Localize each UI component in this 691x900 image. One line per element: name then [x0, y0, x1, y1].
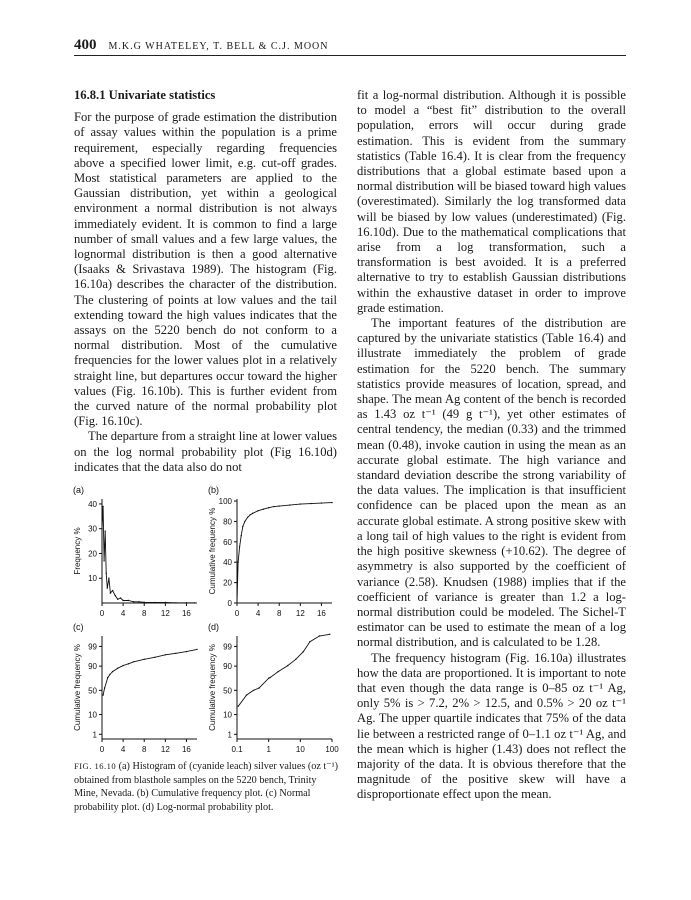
data-point — [244, 521, 245, 522]
x-tick-label: 4 — [255, 609, 261, 618]
y-tick-label: 40 — [88, 499, 97, 509]
data-point — [122, 665, 123, 666]
data-point — [273, 506, 274, 507]
y-tick-label: 30 — [88, 524, 97, 534]
y-tick-label: 100 — [218, 497, 232, 507]
paragraph: The departure from a straight line at lower values on the log normal probability plot (Fig 16.10d) indicates that the data also do not — [74, 429, 337, 474]
y-tick-label: 10 — [223, 710, 232, 720]
y-tick-label: 99 — [88, 642, 97, 652]
x-tick-label: 4 — [120, 609, 126, 618]
data-point — [117, 668, 118, 669]
data-point — [237, 562, 238, 563]
data-point — [309, 641, 310, 642]
paragraph: The important features of the distribution are captured by the univariate statistics (Table 16.4) and illustrate immediately the problem of grade estimation for the 5220 bench. The summary statistics provide measures of location, spread, and shape. The mean Ag content of the bench is recorded as 1.43 oz t⁻¹ (49 g t⁻¹), yet other estimates of central tendency, the median (0.33) and the trimmed mean (0.48), invoke caution in using the mean as an accurate global estimate. The high variance and standard deviation describe the strong variability of the data values. The implication is that insufficient confidence can be placed upon the mean as an accurate global estimate. A strong positive skew with a long tail of high values to the right is evident from the high positive skewness (+10.62). The degree of asymmetry is also supported by the coefficient of variance (2.58). Knudsen (1988) implies that if the coefficient of variance is greater than 1.2 a log-normal distribution could be modeled. The Sichel-T estimator can be used to estimate the mean of a log normal distribution, and is calculated to be 1.28. — [357, 316, 626, 650]
data-point — [133, 661, 134, 662]
header-rule — [74, 55, 626, 56]
x-tick-label: 12 — [160, 745, 170, 754]
y-tick-label: 99 — [223, 642, 232, 652]
caption-text: (a) Histogram of (cyanide leach) silver values (oz t⁻¹) obtained from blasthole samples on the 5220 bench, Trinity Mine, Nevada. (b) Cumulative frequency plot. (c) Normal probability plot. (d) Log-normal probability plot. — [74, 761, 339, 813]
data-point — [258, 687, 259, 688]
data-point — [133, 601, 134, 602]
right-column — [357, 88, 626, 803]
y-tick-label: 90 — [88, 662, 97, 672]
data-point — [175, 602, 176, 603]
data-point — [253, 690, 254, 691]
data-line — [103, 649, 197, 695]
x-tick-label: 8 — [276, 609, 282, 618]
data-point — [242, 526, 243, 527]
x-tick-label: 8 — [141, 609, 147, 618]
data-point — [107, 677, 108, 678]
data-point — [117, 599, 118, 600]
data-point — [106, 573, 107, 574]
left-column — [74, 88, 337, 475]
paragraph: For the purpose of grade estimation the distribution of assay values within the population is a prime requirement, especially regarding frequencies above a specified lower limit, e.g. cut-off grades. Most statistical parameters are applied to the Gaussian distribution, yet within a geological environment a normal distribution is not always immediately evident. It is common to find a large number of small values and a few large values, the lognormal distribution is then a good alternative (Isaaks & Srivastava 1989). The histogram (Fig. 16.10a) describes the character of the distribution. The clustering of points at low values and the tail extending toward the high values indicates that the assays on the 5220 bench do not conform to a normal distribution. Most of the cumulative frequencies for the lower values plot in a relatively straight line, but departures occur toward the higher values (Fig. 16.10b). This is further evident from the curved nature of the normal probability plot (Fig. 16.10c). — [74, 110, 337, 429]
data-point — [122, 600, 123, 601]
data-point — [263, 509, 264, 510]
x-tick-label: 12 — [295, 609, 305, 618]
data-point — [175, 653, 176, 654]
data-point — [107, 587, 108, 588]
data-point — [236, 602, 237, 603]
data-point — [138, 601, 139, 602]
data-point — [238, 706, 239, 707]
x-tick-label: 100 — [325, 745, 339, 754]
data-point — [319, 635, 320, 636]
data-point — [269, 677, 270, 678]
panel-label: (a) — [73, 485, 84, 495]
data-point — [268, 678, 269, 679]
data-point — [268, 507, 269, 508]
y-tick-label: 1 — [92, 730, 97, 740]
page-number: 400 — [74, 37, 97, 53]
data-point — [287, 665, 288, 666]
y-tick-label: 0 — [227, 599, 232, 608]
y-tick-label: 1 — [227, 730, 232, 740]
y-tick-label: 20 — [88, 549, 97, 559]
data-point — [247, 517, 248, 518]
panel-label: (b) — [208, 485, 219, 495]
data-point — [101, 528, 102, 529]
data-point — [109, 674, 110, 675]
data-point — [331, 502, 332, 503]
data-point — [144, 659, 145, 660]
data-line — [102, 506, 194, 602]
paragraph: fit a log-normal distribution. Although it is possible to model a “best fit” distribution to the overall population, errors will occur during grade estimation. This is evident from the summary statistics (Table 16.4). It is clear from the frequency distributions that a global estimate based upon a normal distribution will be biased toward high values (overestimated). Similarly the log transformed data will be biased by low values (underestimated) (Fig. 16.10d). Due to the mathematical complications that arise from a log transformation, such a transformation is best avoided. It is a preferred alternative to try to establish Gaussian distributions within the exhaustive dataset in order to improve grade estimation. — [357, 88, 626, 315]
data-point — [289, 504, 290, 505]
data-point — [278, 671, 279, 672]
y-axis-label: Cumulative frequency % — [208, 507, 217, 595]
x-tick-label: 16 — [181, 609, 191, 618]
data-point — [102, 506, 103, 507]
y-tick-label: 90 — [223, 662, 232, 672]
paragraph: The frequency histogram (Fig. 16.10a) illustrates how the data are proportioned. It is important to note that even though the data range is 0–85 oz t⁻¹ Ag, only 5% is > 7.2, 2% > 12.5, and 0.5% > 20 oz t⁻¹ Ag. The upper quartile indicates that 75% of the data lie between a restricted range of 0–1.1 oz t⁻¹ Ag, and the mean which is higher (1.43) does not reflect the majority of the data. It is obvious therefore that the magnitude of the positive skew will have a disproportionate effect upon the mean. — [357, 650, 626, 802]
y-tick-label: 60 — [223, 537, 232, 547]
y-tick-label: 40 — [223, 558, 232, 568]
data-point — [295, 659, 296, 660]
x-tick-label: 16 — [316, 609, 326, 618]
data-point — [144, 602, 145, 603]
data-point — [250, 514, 251, 515]
x-tick-label: 0 — [99, 609, 105, 618]
data-point — [165, 654, 166, 655]
data-point — [329, 634, 330, 635]
data-point — [303, 651, 304, 652]
y-tick-label: 50 — [223, 686, 232, 696]
data-point — [165, 602, 166, 603]
y-tick-label: 50 — [88, 686, 97, 696]
y-axis-label: Frequency % — [73, 527, 82, 575]
data-point — [154, 657, 155, 658]
data-line — [237, 503, 332, 603]
data-point — [112, 671, 113, 672]
panel-label: (d) — [208, 622, 219, 632]
y-tick-label: 80 — [223, 517, 232, 527]
data-point — [128, 600, 129, 601]
x-tick-label: 12 — [160, 609, 170, 618]
figure-16-10 — [72, 481, 344, 761]
data-point — [112, 590, 113, 591]
x-tick-label: 0 — [99, 745, 105, 754]
x-tick-label: 0 — [234, 609, 240, 618]
y-tick-label: 10 — [88, 574, 97, 584]
data-point — [257, 510, 258, 511]
data-point — [154, 602, 155, 603]
section-heading: 16.8.1 Univariate statistics — [74, 88, 216, 102]
y-axis-label: Cumulative frequency % — [73, 644, 82, 731]
data-point — [239, 546, 240, 547]
data-point — [196, 649, 197, 650]
data-point — [110, 592, 111, 593]
figure-svg — [72, 481, 344, 756]
data-point — [128, 663, 129, 664]
data-point — [120, 597, 121, 598]
data-point — [241, 535, 242, 536]
x-tick-label: 4 — [120, 745, 126, 754]
x-tick-label: 0.1 — [231, 745, 243, 754]
x-tick-label: 10 — [295, 745, 305, 754]
page-header — [74, 36, 626, 54]
data-point — [186, 651, 187, 652]
running-head: M.K.G WHATELEY, T. BELL & C.J. MOON — [108, 41, 329, 52]
data-point — [279, 505, 280, 506]
y-axis-label: Cumulative frequency % — [208, 644, 217, 731]
data-point — [321, 502, 322, 503]
data-point — [186, 602, 187, 603]
data-point — [108, 578, 109, 579]
data-point — [115, 595, 116, 596]
data-point — [102, 694, 103, 695]
data-point — [103, 560, 104, 561]
data-point — [310, 503, 311, 504]
y-tick-label: 20 — [223, 578, 232, 588]
data-point — [252, 513, 253, 514]
caption-label: FIG. 16.10 — [74, 761, 117, 771]
data-point — [104, 687, 105, 688]
panel-label: (c) — [73, 622, 84, 632]
figure-caption — [74, 760, 342, 814]
data-point — [246, 694, 247, 695]
data-line — [238, 634, 329, 706]
x-tick-label: 1 — [266, 745, 271, 754]
x-tick-label: 16 — [181, 745, 191, 754]
y-tick-label: 10 — [88, 710, 97, 720]
x-tick-label: 8 — [141, 745, 147, 754]
data-point — [300, 503, 301, 504]
data-point — [194, 602, 195, 603]
data-point — [105, 531, 106, 532]
